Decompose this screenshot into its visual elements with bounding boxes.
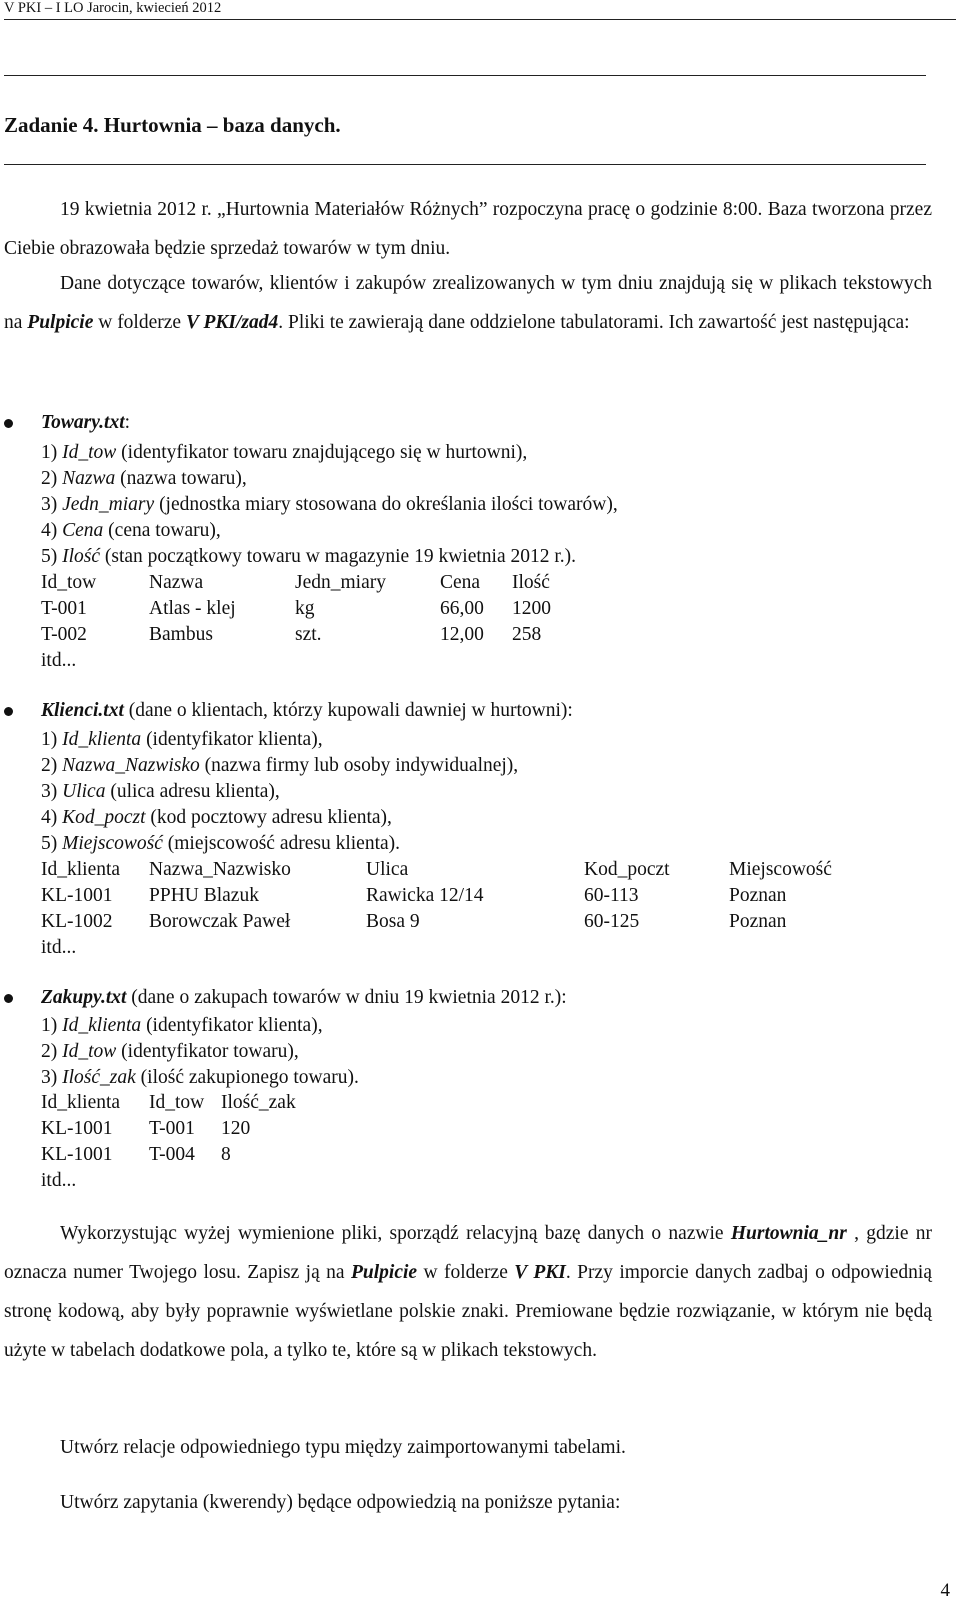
field-number: 3) bbox=[41, 1067, 63, 1088]
field-number: 5) bbox=[41, 833, 63, 854]
table-cell: Id_klienta bbox=[41, 859, 121, 880]
table-cell: T-001 bbox=[149, 1118, 195, 1139]
field-number: 1) bbox=[41, 442, 63, 463]
field-name: Nazwa_Nazwisko bbox=[62, 755, 200, 776]
field-name: Jedn_miary bbox=[62, 494, 155, 515]
page-number: 4 bbox=[940, 1580, 950, 1601]
table-cell: Rawicka 12/14 bbox=[366, 885, 484, 906]
field-name: Ilość_zak bbox=[62, 1067, 136, 1088]
field-number: 5) bbox=[41, 546, 63, 567]
zakupy-field-3 bbox=[41, 1065, 359, 1091]
field-name: Ilość bbox=[62, 546, 101, 567]
table-cell: T-004 bbox=[149, 1144, 195, 1165]
zakupy-file-line: Zakupy.txt (dane o zakupach towarów w dniu 19 kwietnia 2012 r.): bbox=[41, 987, 567, 1008]
table-cell: 1200 bbox=[512, 598, 551, 619]
field-name: Nazwa bbox=[62, 468, 116, 489]
field-description: (ilość zakupionego towaru). bbox=[135, 1067, 359, 1088]
table-cell: Bosa 9 bbox=[366, 911, 420, 932]
towary-field-2 bbox=[41, 466, 247, 492]
klienci-etc: itd... bbox=[41, 937, 77, 958]
table-cell: 8 bbox=[221, 1144, 231, 1165]
field-number: 2) bbox=[41, 755, 63, 776]
field-description: (nazwa firmy lub osoby indywidualnej), bbox=[199, 755, 519, 776]
queries-paragraph: Utwórz zapytania (kwerendy) będące odpowiedzią na poniższe pytania: bbox=[60, 1492, 621, 1513]
field-description: (identyfikator towaru znajdującego się w hurtowni), bbox=[116, 442, 528, 463]
field-name: Ulica bbox=[62, 781, 106, 802]
table-cell: Poznan bbox=[729, 885, 787, 906]
intro-paragraph-2: Dane dotyczące towarów, klientów i zakupów zrealizowanych w tym dniu znajdują się w plikach tekstowych na Pulpicie w folderze V PKI/zad4. Pliki te zawierają dane oddzielone tabulatorami. Ich zawartość jest następująca: bbox=[4, 273, 932, 333]
table-cell: Poznan bbox=[729, 911, 787, 932]
field-number: 1) bbox=[41, 1015, 63, 1036]
towary-field-4 bbox=[41, 518, 221, 544]
field-name: Id_tow bbox=[62, 1041, 117, 1062]
field-description: (cena towaru), bbox=[103, 520, 221, 541]
intro-paragraph-1: 19 kwietnia 2012 r. „Hurtownia Materiałów Różnych” rozpoczyna pracę o godzinie 8:00. Baza tworzona przez Ciebie obrazowała będzie sprzedaż towarów w tym dniu. bbox=[4, 199, 932, 259]
field-description: (identyfikator klienta), bbox=[141, 729, 323, 750]
field-name: Id_klienta bbox=[62, 1015, 142, 1036]
field-number: 4) bbox=[41, 520, 63, 541]
table-cell: KL-1001 bbox=[41, 885, 113, 906]
towary-field-3 bbox=[41, 492, 618, 518]
field-description: (nazwa towaru), bbox=[115, 468, 247, 489]
field-number: 4) bbox=[41, 807, 63, 828]
table-cell: Nazwa bbox=[149, 572, 204, 593]
field-description: (stan początkowy towaru w magazynie 19 kwietnia 2012 r.). bbox=[100, 546, 577, 567]
field-number: 3) bbox=[41, 781, 63, 802]
table-cell: T-002 bbox=[41, 624, 87, 645]
table-cell: 60-113 bbox=[584, 885, 639, 906]
table-cell: 120 bbox=[221, 1118, 251, 1139]
klienci-field-2 bbox=[41, 753, 518, 779]
table-cell: Cena bbox=[440, 572, 481, 593]
towary-field-5 bbox=[41, 544, 576, 570]
table-cell: Miejscowość bbox=[729, 859, 832, 880]
divider-top bbox=[4, 75, 926, 76]
task-paragraph: Wykorzystując wyżej wymienione pliki, sporządź relacyjną bazę danych o nazwie Hurtownia_nr , gdzie nr oznacza numer Twojego losu. Zapisz ją na Pulpicie w folderze V PKI. Przy imporcie danych zadbaj o odpowiednią stronę kodową, aby były poprawnie wyświetlane polskie znaki. Premiowane będzie rozwiązanie, w którym nie będą użyte w tabelach dodatkowe pola, a tylko te, które są w plikach tekstowych. bbox=[4, 1223, 932, 1361]
klienci-file-line: Klienci.txt (dane o klientach, którzy kupowali dawniej w hurtowni): bbox=[41, 700, 573, 721]
table-cell: 60-125 bbox=[584, 911, 640, 932]
table-cell: Kod_poczt bbox=[584, 859, 670, 880]
table-cell: Ulica bbox=[366, 859, 409, 880]
table-cell: Id_tow bbox=[149, 1092, 205, 1113]
field-number: 2) bbox=[41, 468, 63, 489]
field-number: 3) bbox=[41, 494, 63, 515]
table-cell: KL-1001 bbox=[41, 1118, 113, 1139]
field-description: (miejscowość adresu klienta). bbox=[162, 833, 401, 854]
field-description: (identyfikator towaru), bbox=[116, 1041, 299, 1062]
table-cell: kg bbox=[295, 598, 315, 619]
relations-paragraph: Utwórz relacje odpowiedniego typu między zaimportowanymi tabelami. bbox=[60, 1437, 626, 1458]
field-name: Id_tow bbox=[62, 442, 117, 463]
table-cell: Atlas - klej bbox=[149, 598, 236, 619]
table-cell: Ilość bbox=[512, 572, 550, 593]
zakupy-field-2 bbox=[41, 1039, 299, 1065]
bullet-icon bbox=[4, 707, 13, 716]
table-cell: Nazwa_Nazwisko bbox=[149, 859, 291, 880]
field-description: (kod pocztowy adresu klienta), bbox=[145, 807, 392, 828]
table-cell: Bambus bbox=[149, 624, 213, 645]
table-cell: Id_tow bbox=[41, 572, 97, 593]
klienci-field-3 bbox=[41, 779, 280, 805]
table-cell: Id_klienta bbox=[41, 1092, 121, 1113]
table-cell: 258 bbox=[512, 624, 542, 645]
field-number: 2) bbox=[41, 1041, 63, 1062]
page-header bbox=[4, 0, 956, 20]
table-cell: szt. bbox=[295, 624, 322, 645]
klienci-field-1 bbox=[41, 727, 323, 753]
task-title: Zadanie 4. Hurtownia – baza danych. bbox=[4, 113, 341, 137]
table-cell: 66,00 bbox=[440, 598, 484, 619]
table-cell: 12,00 bbox=[440, 624, 484, 645]
field-name: Id_klienta bbox=[62, 729, 142, 750]
header-text: V PKI – I LO Jarocin, kwiecień 2012 bbox=[4, 0, 222, 16]
field-name: Miejscowość bbox=[62, 833, 163, 854]
table-cell: Borowczak Paweł bbox=[149, 911, 291, 932]
klienci-field-4 bbox=[41, 805, 392, 831]
field-name: Cena bbox=[62, 520, 104, 541]
table-cell: PPHU Blazuk bbox=[149, 885, 259, 906]
towary-file-line: Towary.txt: bbox=[41, 412, 131, 433]
table-cell: T-001 bbox=[41, 598, 87, 619]
field-number: 1) bbox=[41, 729, 63, 750]
klienci-field-5 bbox=[41, 831, 400, 857]
field-name: Kod_poczt bbox=[62, 807, 146, 828]
field-description: (jednostka miary stosowana do określania ilości towarów), bbox=[154, 494, 618, 515]
table-cell: KL-1001 bbox=[41, 1144, 113, 1165]
table-cell: Ilość_zak bbox=[221, 1092, 296, 1113]
table-cell: Jedn_miary bbox=[295, 572, 386, 593]
zakupy-etc: itd... bbox=[41, 1170, 77, 1191]
field-description: (identyfikator klienta), bbox=[141, 1015, 323, 1036]
table-cell: KL-1002 bbox=[41, 911, 113, 932]
zakupy-field-1 bbox=[41, 1013, 323, 1039]
towary-field-1 bbox=[41, 440, 527, 466]
bullet-icon bbox=[4, 419, 13, 428]
divider-bottom bbox=[4, 164, 926, 165]
towary-etc: itd... bbox=[41, 650, 77, 671]
field-description: (ulica adresu klienta), bbox=[105, 781, 280, 802]
bullet-icon bbox=[4, 994, 13, 1003]
